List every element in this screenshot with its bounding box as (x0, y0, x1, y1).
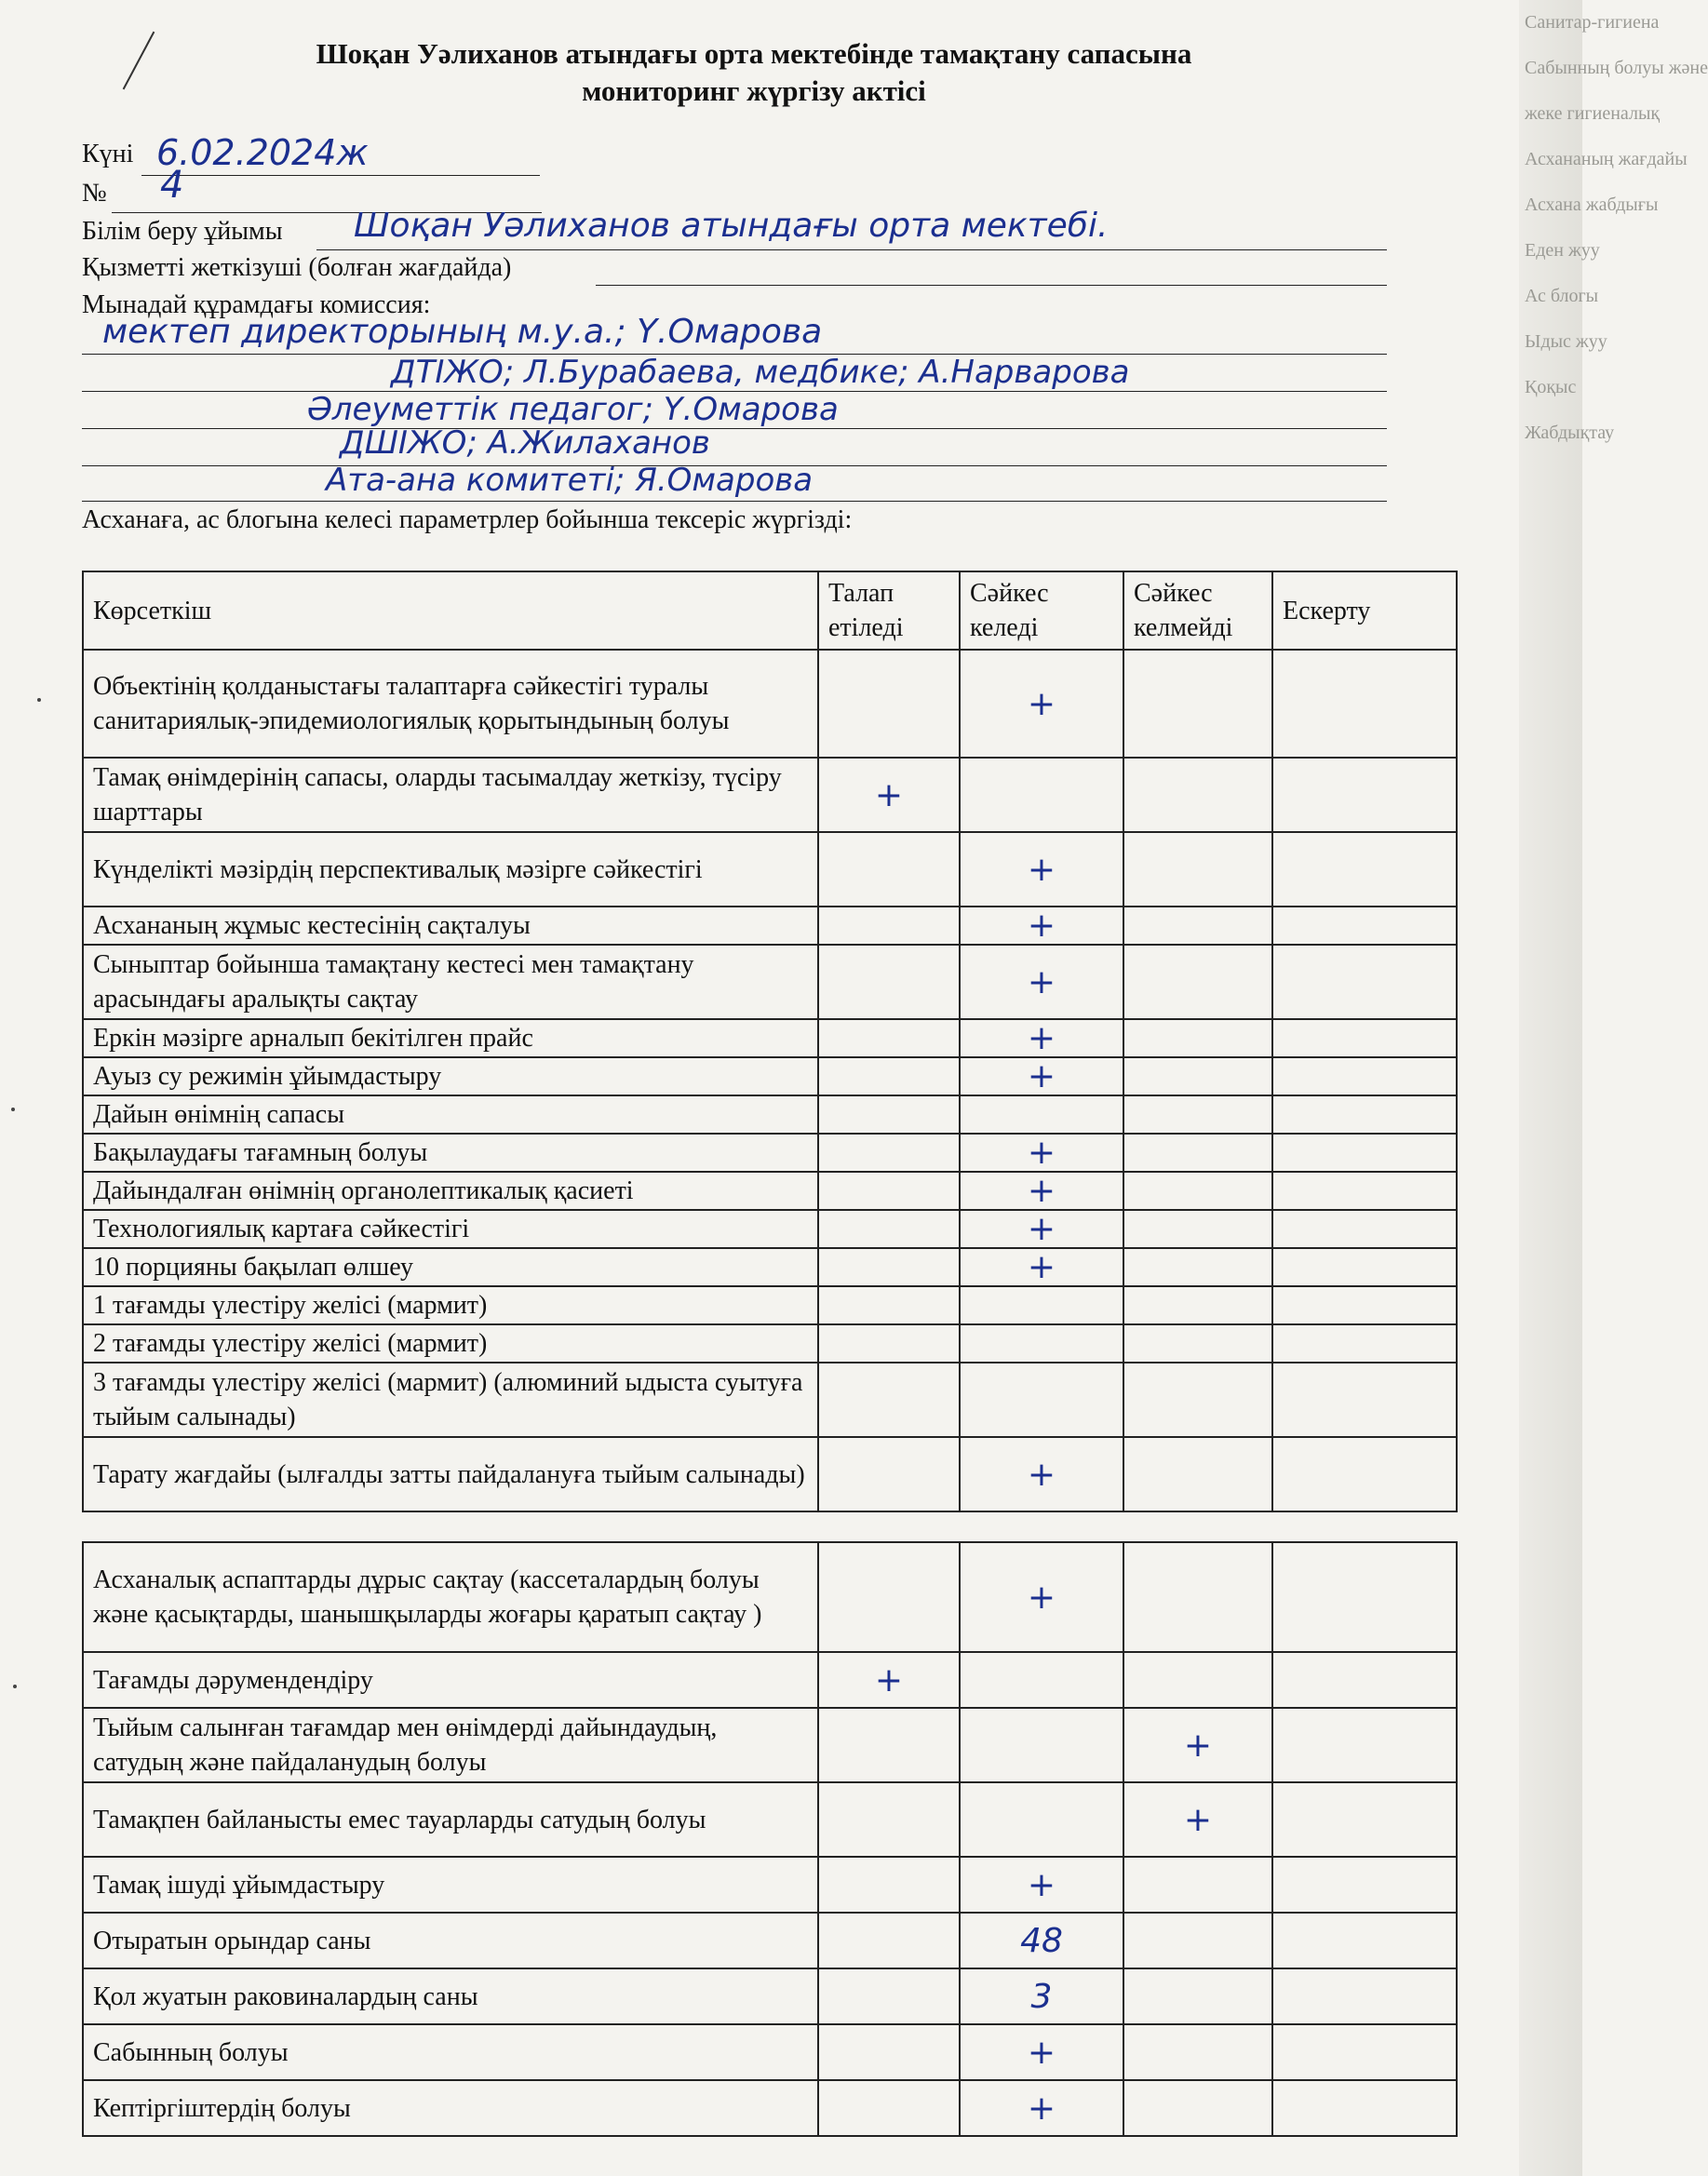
table-row (83, 1324, 1457, 1363)
compliant-cell: + (960, 1172, 1123, 1210)
noncompliant-cell (1123, 1172, 1272, 1210)
supplier-underline (596, 285, 1387, 286)
note-cell (1272, 1134, 1457, 1172)
col-header: Көрсеткіш (83, 571, 818, 650)
speck (11, 1108, 15, 1111)
table-row (83, 1019, 1457, 1057)
table-row (83, 2024, 1457, 2080)
col-header: Сәйкес келмейді (1123, 571, 1272, 650)
indicator-cell: Тыйым салынған тағамдар мен өнімдерді дайындаудың, сатудың және пайдаланудың болуы (83, 1708, 818, 1782)
indicator-cell: Асханалық аспаптарды дұрыс сақтау (кассеталардың болуы және қасықтарды, шанышқыларды жоғары қаратып сақтау ) (83, 1542, 818, 1652)
required-cell (818, 1437, 960, 1511)
note-cell (1272, 1324, 1457, 1363)
noncompliant-cell (1123, 1857, 1272, 1913)
indicator-cell: Тамақпен байланысты емес тауарларды сатудың болуы (83, 1782, 818, 1857)
note-cell (1272, 1057, 1457, 1095)
required-cell (818, 945, 960, 1019)
noncompliant-cell (1123, 1542, 1272, 1652)
indicator-cell: Сабынның болуы (83, 2024, 818, 2080)
noncompliant-cell (1123, 1248, 1272, 1286)
compliant-cell: 48 (960, 1913, 1123, 1968)
speck (37, 698, 41, 702)
required-cell (818, 1210, 960, 1248)
compliant-cell (960, 1095, 1123, 1134)
noncompliant-cell (1123, 832, 1272, 907)
indicator-cell: Тамақ ішуді ұйымдастыру (83, 1857, 818, 1913)
indicator-cell: Асхананың жұмыс кестесінің сақталуы (83, 907, 818, 945)
org-value: Шоқан Уәлиханов атындағы орта мектебі. (354, 207, 1109, 245)
number-value: 4 (160, 164, 184, 207)
inspection-table (82, 571, 1458, 1512)
indicator-cell: 3 тағамды үлестіру желісі (мармит) (алюминий ыдыста суытуға тыйым салынады) (83, 1363, 818, 1437)
table-row (83, 758, 1457, 832)
indicator-cell: Ауыз су режимін ұйымдастыру (83, 1057, 818, 1095)
speck (13, 1685, 17, 1688)
note-cell (1272, 1286, 1457, 1324)
compliant-cell: + (960, 1857, 1123, 1913)
noncompliant-cell: + (1123, 1708, 1272, 1782)
compliant-cell: + (960, 1057, 1123, 1095)
table-row (83, 1542, 1457, 1652)
note-cell (1272, 1095, 1457, 1134)
required-cell (818, 1708, 960, 1782)
required-cell (818, 1542, 960, 1652)
note-cell (1272, 1857, 1457, 1913)
compliant-cell: + (960, 1134, 1123, 1172)
note-cell (1272, 1210, 1457, 1248)
note-cell (1272, 1542, 1457, 1652)
compliant-cell (960, 1363, 1123, 1437)
noncompliant-cell (1123, 907, 1272, 945)
required-cell (818, 1019, 960, 1057)
title-line-1: Шоқан Уәлиханов атындағы орта мектебінде тамақтану сапасына (316, 37, 1192, 70)
noncompliant-cell (1123, 1968, 1272, 2024)
required-cell (818, 1857, 960, 1913)
compliant-cell: + (960, 650, 1123, 758)
table-row (83, 1057, 1457, 1095)
noncompliant-cell (1123, 1437, 1272, 1511)
noncompliant-cell (1123, 1095, 1272, 1134)
indicator-cell: Дайын өнімнің сапасы (83, 1095, 818, 1134)
indicator-cell: Бақылаудағы тағамның болуы (83, 1134, 818, 1172)
pen-stroke (123, 32, 155, 90)
compliant-cell: 3 (960, 1968, 1123, 2024)
date-value: 6.02.2024ж (156, 132, 369, 173)
indicator-cell: Сыныптар бойынша тамақтану кестесі мен тамақтану арасындағы аралықты сақтау (83, 945, 818, 1019)
compliant-cell: + (960, 832, 1123, 907)
title-line-2: мониторинг жүргізу актісі (582, 74, 926, 107)
required-cell (818, 1172, 960, 1210)
commission-entry: Ата-ана комитеті; Я.Омарова (326, 462, 814, 499)
table-row (83, 1652, 1457, 1708)
required-cell (818, 1286, 960, 1324)
noncompliant-cell (1123, 1913, 1272, 1968)
indicator-cell: Технологиялық картаға сәйкестігі (83, 1210, 818, 1248)
note-cell (1272, 1248, 1457, 1286)
indicator-cell: Тағамды дәрумендендіру (83, 1652, 818, 1708)
required-cell (818, 1248, 960, 1286)
noncompliant-cell (1123, 1652, 1272, 1708)
org-label: Білім беру ұйымы (82, 217, 283, 246)
noncompliant-cell (1123, 945, 1272, 1019)
number-label: № (82, 179, 107, 208)
noncompliant-cell (1123, 2024, 1272, 2080)
note-cell (1272, 1708, 1457, 1782)
required-cell (818, 1134, 960, 1172)
required-cell (818, 832, 960, 907)
indicator-cell: Күнделікті мәзірдің перспективалық мәзірге сәйкестігі (83, 832, 818, 907)
table-row (83, 1708, 1457, 1782)
noncompliant-cell (1123, 1324, 1272, 1363)
inspection-intro: Асханаға, ас блогына келесі параметрлер бойынша тексеріс жүргізді: (82, 505, 853, 534)
note-cell (1272, 907, 1457, 945)
noncompliant-cell (1123, 758, 1272, 832)
document-title (233, 35, 1275, 110)
noncompliant-cell (1123, 2080, 1272, 2136)
indicator-cell: Кептіргіштердің болуы (83, 2080, 818, 2136)
indicator-cell: Отыратын орындар саны (83, 1913, 818, 1968)
compliant-cell: + (960, 1542, 1123, 1652)
table-row (83, 1782, 1457, 1857)
table-row (83, 1286, 1457, 1324)
org-underline (316, 249, 1387, 250)
commission-label: Мынадай құрамдағы комиссия: (82, 290, 431, 319)
note-cell (1272, 2024, 1457, 2080)
compliant-cell: + (960, 2080, 1123, 2136)
note-cell (1272, 1363, 1457, 1437)
table-row (83, 650, 1457, 758)
compliant-cell (960, 1782, 1123, 1857)
table-row (83, 1968, 1457, 2024)
table-row (83, 2080, 1457, 2136)
required-cell (818, 1057, 960, 1095)
indicator-cell: 2 тағамды үлестіру желісі (мармит) (83, 1324, 818, 1363)
note-cell (1272, 1968, 1457, 2024)
compliant-cell (960, 1286, 1123, 1324)
table-row (83, 1095, 1457, 1134)
noncompliant-cell (1123, 1363, 1272, 1437)
table-row (83, 1248, 1457, 1286)
noncompliant-cell (1123, 1019, 1272, 1057)
col-header: Ескерту (1272, 571, 1457, 650)
note-cell (1272, 945, 1457, 1019)
required-cell (818, 2024, 960, 2080)
required-cell (818, 1782, 960, 1857)
table-row (83, 1363, 1457, 1437)
table-row (83, 1913, 1457, 1968)
table-row (83, 1172, 1457, 1210)
compliant-cell: + (960, 1248, 1123, 1286)
indicator-cell: Тамақ өнімдерінің сапасы, оларды тасымалдау жеткізу, түсіру шарттары (83, 758, 818, 832)
required-cell (818, 1968, 960, 2024)
table-row (83, 1210, 1457, 1248)
note-cell (1272, 758, 1457, 832)
noncompliant-cell (1123, 1286, 1272, 1324)
note-cell (1272, 832, 1457, 907)
note-cell (1272, 650, 1457, 758)
table-row (83, 1857, 1457, 1913)
col-header: Талап етіледі (818, 571, 960, 650)
commission-line-5 (82, 501, 1387, 502)
indicator-cell: 1 тағамды үлестіру желісі (мармит) (83, 1286, 818, 1324)
required-cell (818, 1324, 960, 1363)
required-cell: + (818, 1652, 960, 1708)
table-row (83, 832, 1457, 907)
noncompliant-cell (1123, 1057, 1272, 1095)
indicator-cell: Тарату жағдайы (ылғалды затты пайдалануға тыйым салынады) (83, 1437, 818, 1511)
required-cell (818, 1363, 960, 1437)
required-cell (818, 1913, 960, 1968)
compliant-cell: + (960, 1019, 1123, 1057)
indicator-cell: Дайындалған өнімнің органолептикалық қасиеті (83, 1172, 818, 1210)
note-cell (1272, 1437, 1457, 1511)
note-cell (1272, 1913, 1457, 1968)
supplier-label: Қызметті жеткізуші (болған жағдайда) (82, 253, 512, 282)
compliant-cell (960, 1324, 1123, 1363)
date-label: Күні (82, 140, 134, 168)
required-cell (818, 650, 960, 758)
commission-entry: Әлеуметтік педагог; Ү.Омарова (307, 391, 839, 428)
noncompliant-cell (1123, 650, 1272, 758)
col-header: Сәйкес келеді (960, 571, 1123, 650)
compliant-cell: + (960, 907, 1123, 945)
table-row (83, 907, 1457, 945)
compliant-cell: + (960, 1437, 1123, 1511)
indicator-cell: Қол жуатын раковиналардың саны (83, 1968, 818, 2024)
commission-entry: ДТІЖО; Л.Бурабаева, медбике; А.Нарварова (391, 354, 1130, 391)
required-cell (818, 1095, 960, 1134)
commission-entry: ДШІЖО; А.Жилаханов (340, 424, 710, 462)
compliant-cell (960, 1652, 1123, 1708)
table-row (83, 945, 1457, 1019)
required-cell (818, 2080, 960, 2136)
table-row (83, 1134, 1457, 1172)
note-cell (1272, 1652, 1457, 1708)
indicator-cell: 10 порцияны бақылап өлшеу (83, 1248, 818, 1286)
indicator-cell: Еркін мәзірге арналып бекітілген прайс (83, 1019, 818, 1057)
note-cell (1272, 2080, 1457, 2136)
compliant-cell (960, 758, 1123, 832)
note-cell (1272, 1019, 1457, 1057)
commission-line-3 (82, 428, 1387, 429)
inspection-table-continued (82, 1541, 1458, 2137)
table-row (83, 1437, 1457, 1511)
indicator-cell: Объектінің қолданыстағы талаптарға сәйкестігі туралы санитариялық-эпидемиологиялық қорытындының болуы (83, 650, 818, 758)
noncompliant-cell (1123, 1210, 1272, 1248)
required-cell: + (818, 758, 960, 832)
table-header-row (83, 571, 1457, 650)
required-cell (818, 907, 960, 945)
compliant-cell (960, 1708, 1123, 1782)
note-cell (1272, 1782, 1457, 1857)
commission-entry: мектеп директорының м.у.а.; Ү.Омарова (102, 313, 823, 351)
note-cell (1272, 1172, 1457, 1210)
compliant-cell: + (960, 945, 1123, 1019)
date-underline (141, 175, 540, 176)
adjacent-page-edge: Санитар-гигиена Сабынның болуы және жеке гигиеналық Асхананың жағдайы Асхана жабдығы Еден жуу Ас блогы Ыдыс жуу Қоқыс Жабдықтау (1519, 0, 1582, 2176)
compliant-cell: + (960, 1210, 1123, 1248)
compliant-cell: + (960, 2024, 1123, 2080)
noncompliant-cell (1123, 1134, 1272, 1172)
noncompliant-cell: + (1123, 1782, 1272, 1857)
